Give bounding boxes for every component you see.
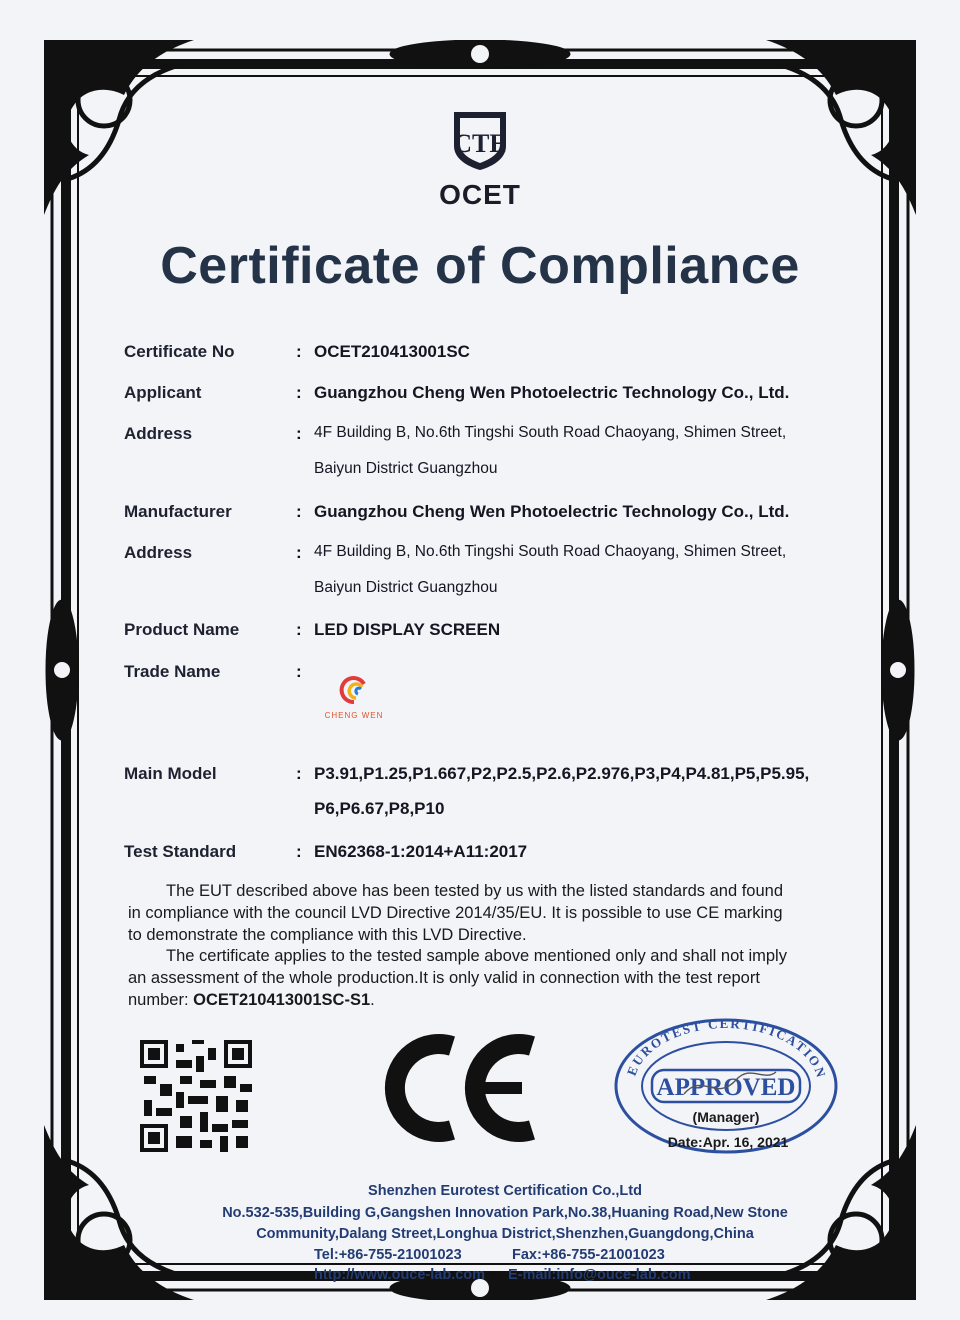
validity-paragraph	[128, 945, 878, 1011]
field-label: Address	[124, 543, 193, 562]
stamp-ring-text: EUROTEST CERTIFICATION	[623, 1016, 830, 1081]
colon: :	[296, 662, 302, 681]
qr-code-icon	[140, 1040, 252, 1152]
issuer-company: Shenzhen Eurotest Certification Co.,Ltd	[368, 1183, 642, 1199]
field-label: Manufacturer	[124, 502, 232, 521]
text-line: in compliance with the council LVD Directive 2014/35/EU. It is possible to use CE marking	[128, 904, 783, 922]
report-number: OCET210413001SC-S1	[193, 991, 371, 1009]
issuer-website[interactable]: http://www.ouce-lab.com	[314, 1267, 486, 1283]
text-line: The EUT described above has been tested by us with the listed standards and found	[166, 882, 784, 900]
colon: :	[296, 620, 302, 639]
field-label: Trade Name	[124, 662, 221, 681]
compliance-paragraph	[128, 880, 878, 946]
issuer-address-2: Community,Dalang Street,Longhua District,Shenzhen,Guangdong,China	[256, 1226, 754, 1242]
address-line-1: 4F Building B, No.6th Tingshi South Road Chaoyang, Shimen Street,	[314, 543, 787, 560]
field-label: Test Standard	[124, 842, 237, 861]
model-line-1: P3.91,P1.25,P1.667,P2,P2.5,P2.6,P2.976,P3,P4,P4.81,P5,P5.95,	[314, 764, 810, 783]
address-line-2: Baiyun District Guangzhou	[314, 460, 498, 477]
field-label: Address	[124, 424, 193, 443]
colon: :	[296, 543, 302, 562]
field-label: Product Name	[124, 620, 240, 639]
colon: :	[296, 764, 302, 783]
cheng-wen-logo-icon	[334, 674, 374, 706]
colon: :	[296, 424, 302, 443]
stamp-approved: APPROVED	[656, 1074, 796, 1101]
report-prefix: number:	[128, 991, 194, 1009]
logo-mark: CTE	[453, 129, 507, 158]
logo-name: OCET	[439, 179, 521, 210]
issuer-email[interactable]: E-mail:info@ouce-lab.com	[508, 1267, 691, 1283]
text-line	[128, 989, 878, 1011]
cheng-wen-logo	[314, 674, 394, 720]
text-line: to demonstrate the compliance with this LVD Directive.	[128, 926, 527, 944]
issuer-address-1: No.532-535,Building G,Gangshen Innovation Park,No.38,Huaning Road,New Stone	[222, 1205, 788, 1221]
text-line: an assessment of the whole production.It is only valid in connection with the test report	[128, 969, 760, 987]
trade-logo-text: CHENG WEN	[324, 711, 384, 720]
approval-stamp-icon	[612, 1016, 840, 1156]
field-label: Main Model	[124, 764, 217, 783]
issuer-tel: Tel:+86-755-21001023	[314, 1247, 462, 1263]
colon: :	[296, 342, 302, 361]
ce-mark	[378, 1032, 543, 1144]
colon: :	[296, 842, 302, 861]
certificate-title: Certificate of Compliance	[160, 237, 800, 295]
stamp-date: Date:Apr. 16, 2021	[667, 1134, 789, 1150]
certificate-number: OCET210413001SC	[314, 342, 470, 361]
product-name: LED DISPLAY SCREEN	[314, 620, 501, 639]
field-label: Applicant	[124, 383, 202, 402]
field-label: Certificate No	[124, 342, 235, 361]
report-suffix: .	[370, 991, 375, 1009]
text-line: The certificate applies to the tested sample above mentioned only and shall not imply	[166, 947, 787, 965]
stamp-role: (Manager)	[692, 1109, 760, 1125]
approval-stamp	[612, 1016, 840, 1156]
issuer-fax: Fax:+86-755-21001023	[512, 1247, 665, 1263]
address-line-1: 4F Building B, No.6th Tingshi South Road Chaoyang, Shimen Street,	[314, 424, 787, 441]
colon: :	[296, 383, 302, 402]
ocet-logo	[430, 108, 530, 211]
test-standard: EN62368-1:2014+A11:2017	[314, 842, 528, 861]
colon: :	[296, 502, 302, 521]
manufacturer-name: Guangzhou Cheng Wen Photoelectric Technology Co., Ltd.	[314, 502, 790, 521]
cte-shield-icon	[450, 108, 510, 172]
address-line-2: Baiyun District Guangzhou	[314, 579, 498, 596]
model-line-2: P6,P6.67,P8,P10	[314, 799, 445, 818]
ce-mark-icon	[378, 1032, 543, 1144]
applicant-name: Guangzhou Cheng Wen Photoelectric Technology Co., Ltd.	[314, 383, 790, 402]
qr-code	[140, 1040, 252, 1152]
